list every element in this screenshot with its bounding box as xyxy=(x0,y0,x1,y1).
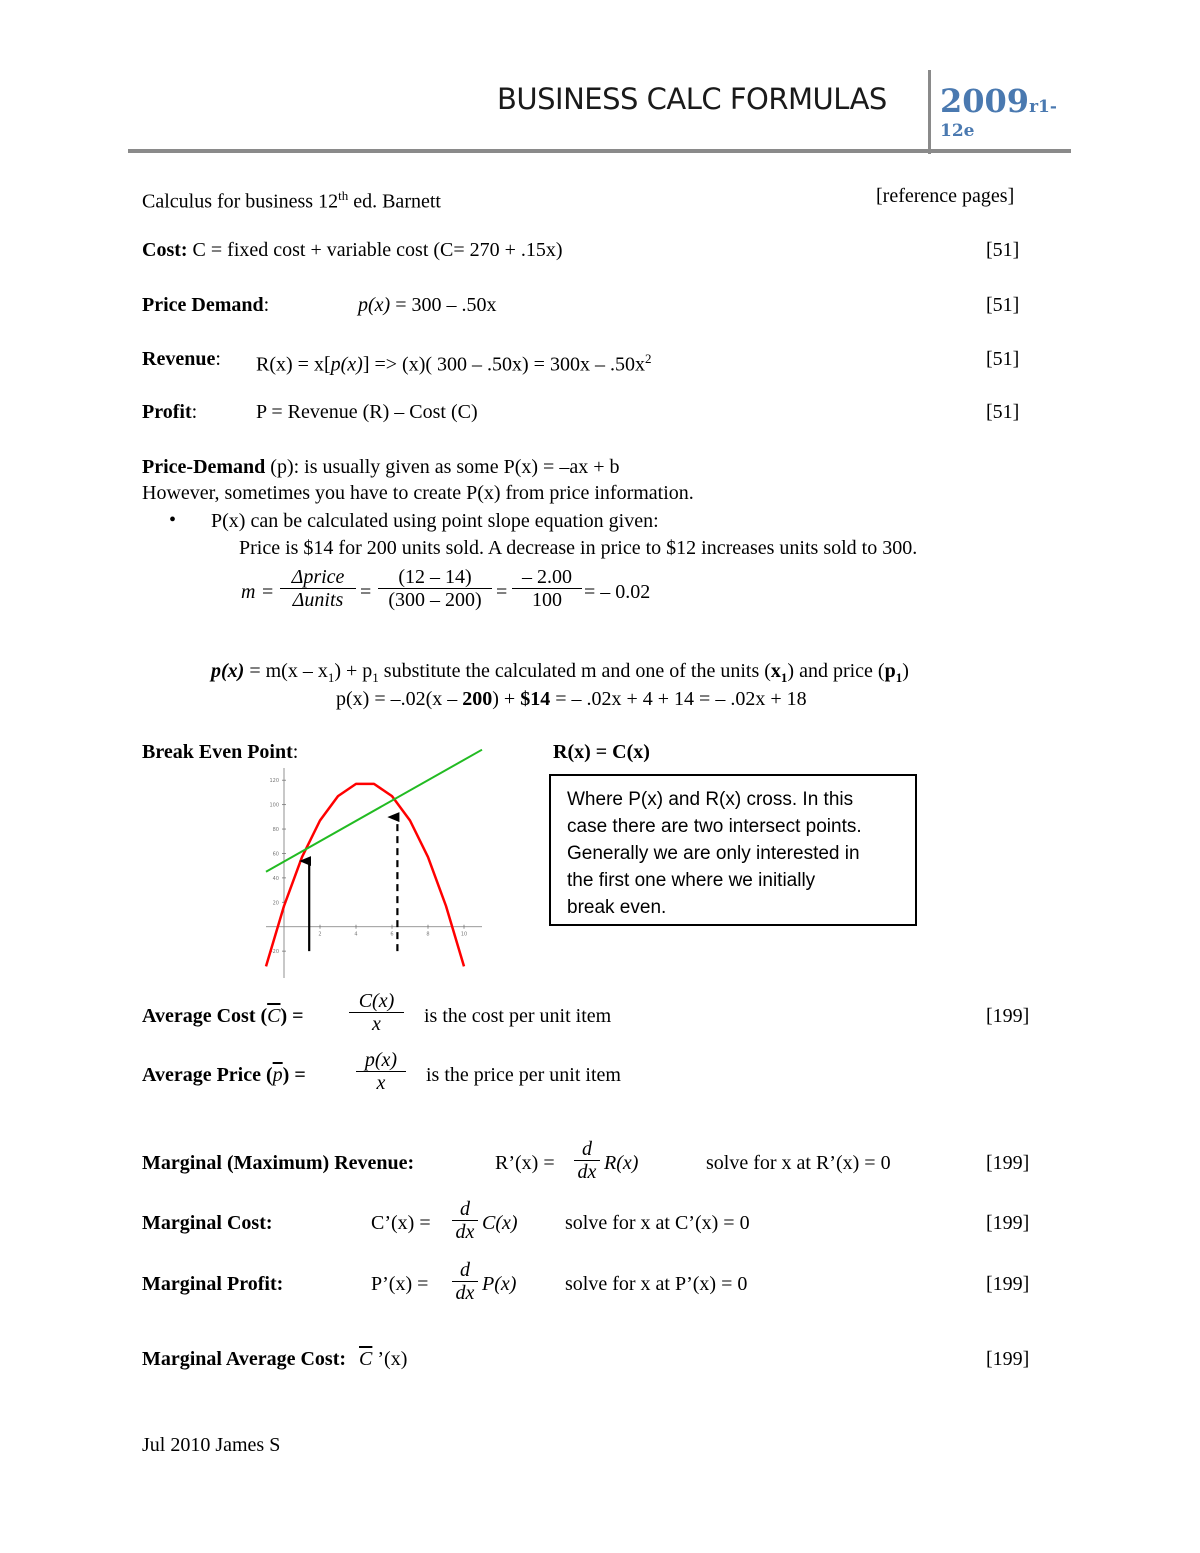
chart-y-tick-label: 20 xyxy=(272,900,279,907)
cost-formula: C = fixed cost + variable cost (C= 270 + .15x) xyxy=(192,239,563,261)
header-rule xyxy=(128,149,1071,153)
marginal-profit-lhs: P’(x) = xyxy=(371,1273,429,1295)
break-even-colon: : xyxy=(292,741,299,763)
slope-eq3: = xyxy=(496,581,508,603)
chart-y-tick-label: 80 xyxy=(272,827,279,834)
avg-price-den: x xyxy=(356,1071,406,1094)
header-year xyxy=(940,82,1057,120)
mr-den: dx xyxy=(574,1160,600,1183)
slope-fraction-3 xyxy=(512,566,582,611)
point-slope-d: ) and price ( xyxy=(787,660,885,682)
note-line-2: case there are two intersect points. xyxy=(567,816,862,837)
revenue-line xyxy=(142,347,221,371)
marginal-cost-ref: [199] xyxy=(986,1212,1030,1234)
point-slope-a: = m(x – x xyxy=(244,660,328,682)
marginal-revenue-lhs: R’(x) = xyxy=(495,1152,555,1174)
revenue-fx: p(x) xyxy=(330,353,363,376)
price-demand-ref: [51] xyxy=(986,294,1020,316)
book-reference xyxy=(142,184,441,214)
chart-cost-line xyxy=(266,750,482,872)
slope-fraction-2 xyxy=(378,566,492,611)
pd-bullet-dot: • xyxy=(169,509,177,531)
avg-price-label-b: ) = xyxy=(282,1064,306,1086)
book-author: ed. Barnett xyxy=(348,190,441,213)
slope-f3-num: – 2.00 xyxy=(522,566,572,588)
price-demand-formula xyxy=(358,293,496,317)
avg-cost-symbol: $\overline{C}$ xyxy=(267,1005,281,1027)
avg-cost-ref: [199] xyxy=(986,1005,1030,1027)
avg-cost-label-b: ) = xyxy=(280,1005,304,1027)
slope-f3-den: 100 xyxy=(512,588,582,611)
chart-x-tick-label: 6 xyxy=(390,931,394,938)
chart-y-tick-label: 120 xyxy=(269,778,279,785)
revenue-a: R(x) = x[ xyxy=(256,353,331,376)
revenue-sup: 2 xyxy=(644,351,652,366)
cost-label: Cost: xyxy=(142,239,188,261)
point-slope-fx: p(x) xyxy=(211,660,245,682)
chart-y-tick-label: 100 xyxy=(269,802,279,809)
break-even-chart xyxy=(266,768,482,978)
price-demand-expr: = 300 – .50x xyxy=(390,294,497,316)
profit-colon: : xyxy=(191,401,198,423)
mp-den: dx xyxy=(452,1281,478,1304)
marginal-avg-cost-ref: [199] xyxy=(986,1348,1030,1370)
avg-price-label-a: Average Price ( xyxy=(142,1064,273,1086)
profit-ref: [51] xyxy=(986,401,1020,423)
profit-label: Profit xyxy=(142,401,192,423)
marginal-revenue-ref: [199] xyxy=(986,1152,1030,1174)
avg-price-symbol: $\overline{p}$ xyxy=(272,1064,283,1086)
mr-num: d xyxy=(582,1138,592,1160)
point-slope-p1sub: 1 xyxy=(895,670,903,685)
pd-heading-line xyxy=(142,455,619,479)
point-slope-sub2: 1 xyxy=(372,670,379,685)
chart-revenue-curve xyxy=(266,784,464,967)
slope-f2-den: (300 – 200) xyxy=(378,588,492,611)
cost-ref: [51] xyxy=(986,239,1020,261)
avg-price-text: is the price per unit item xyxy=(426,1064,621,1086)
avg-cost-label-a: Average Cost ( xyxy=(142,1005,268,1027)
chart-x-tick-label: 8 xyxy=(426,931,430,938)
slope-f1-den: Δunits xyxy=(280,588,356,611)
break-even-formula: R(x) = C(x) xyxy=(553,741,650,763)
revenue-formula xyxy=(256,347,651,377)
slope-result: = – 0.02 xyxy=(584,581,651,603)
marginal-cost-fn: C(x) xyxy=(482,1212,518,1234)
price-demand-fx: p(x) xyxy=(358,294,391,316)
price-demand-line xyxy=(142,293,269,317)
avg-price-num: p(x) xyxy=(364,1049,398,1071)
ps2-c: ) + xyxy=(492,688,521,710)
chart-y-tick-label: 60 xyxy=(272,851,279,858)
price-demand-colon: : xyxy=(263,294,270,316)
avg-price-fraction xyxy=(356,1049,406,1094)
point-slope-b: ) + p xyxy=(334,660,373,682)
marginal-revenue-fn: R(x) xyxy=(604,1152,639,1174)
slope-f1-num: Δprice xyxy=(291,566,345,588)
chart-y-tick-label: -20 xyxy=(270,949,279,956)
reference-pages-label: [reference pages] xyxy=(876,185,1015,207)
avg-cost-den: x xyxy=(349,1012,404,1035)
point-slope-x1sub: 1 xyxy=(780,670,788,685)
marginal-cost-solve: solve for x at C’(x) = 0 xyxy=(565,1212,750,1234)
slope-eq1: = xyxy=(262,581,274,603)
marginal-profit-label: Marginal Profit: xyxy=(142,1273,284,1295)
marginal-avg-cost-symbol: $\overline{C}$ xyxy=(359,1348,373,1370)
break-even-heading xyxy=(142,740,298,764)
ps2-d: $14 xyxy=(520,688,551,710)
revenue-colon: : xyxy=(215,348,221,370)
point-slope-x1: x xyxy=(770,660,781,682)
marginal-avg-cost-label: Marginal Average Cost: xyxy=(142,1348,347,1370)
year-text: 2009 xyxy=(940,82,1030,120)
chart-x-tick-label: 4 xyxy=(354,931,358,938)
slope-fraction-1 xyxy=(280,566,356,611)
revenue-label: Revenue xyxy=(142,348,216,370)
price-demand-label: Price Demand xyxy=(142,294,264,316)
mc-num: d xyxy=(460,1198,470,1220)
slope-m: m xyxy=(241,581,256,603)
pd-heading-text: (p): is usually given as some P(x) = –ax + b xyxy=(265,456,620,478)
marginal-cost-deriv xyxy=(452,1198,478,1243)
avg-cost-num: C(x) xyxy=(358,990,395,1012)
slope-eq2: = xyxy=(360,581,372,603)
marginal-revenue-solve: solve for x at R’(x) = 0 xyxy=(706,1152,891,1174)
avg-cost-text: is the cost per unit item xyxy=(424,1005,612,1027)
marginal-profit-fn: P(x) xyxy=(482,1273,517,1295)
pd-line2: However, sometimes you have to create P(x) from price information. xyxy=(142,482,694,504)
marginal-avg-cost-line xyxy=(142,1347,407,1371)
marginal-cost-label: Marginal Cost: xyxy=(142,1212,273,1234)
point-slope-line xyxy=(211,659,909,690)
note-line-1: Where P(x) and R(x) cross. In this xyxy=(567,789,854,810)
avg-price-label xyxy=(142,1063,306,1087)
break-even-label: Break Even Point xyxy=(142,741,293,763)
point-slope-c: substitute the calculated m and one of the units ( xyxy=(378,660,771,682)
revision-text: r1- xyxy=(1029,97,1057,117)
slope-f2-num: (12 – 14) xyxy=(398,566,472,588)
pd-heading-label: Price-Demand xyxy=(142,456,266,478)
avg-cost-label xyxy=(142,1004,304,1028)
ps2-b: 200 xyxy=(462,688,493,710)
marginal-profit-solve: solve for x at P’(x) = 0 xyxy=(565,1273,748,1295)
profit-line xyxy=(142,400,197,424)
header-edition: 12e xyxy=(940,121,975,141)
book-title: Calculus for business 12 xyxy=(142,190,339,213)
profit-formula: P = Revenue (R) – Cost (C) xyxy=(256,401,478,423)
marginal-profit-ref: [199] xyxy=(986,1273,1030,1295)
mp-num: d xyxy=(460,1259,470,1281)
cost-line xyxy=(142,238,563,262)
chart-x-tick-label: 10 xyxy=(460,931,468,938)
point-slope-sub1: 1 xyxy=(327,670,335,685)
revenue-ref: [51] xyxy=(986,348,1020,370)
pd-bullet-text: P(x) can be calculated using point slope equation given: xyxy=(211,510,659,532)
chart-x-tick-label: 2 xyxy=(318,931,322,938)
revenue-b: ] => (x)( 300 – .50x) = 300x – .50x xyxy=(362,353,645,376)
point-slope-e: ) xyxy=(902,660,909,682)
marginal-revenue-deriv xyxy=(574,1138,600,1183)
mc-den: dx xyxy=(452,1220,478,1243)
avg-cost-fraction xyxy=(349,990,404,1035)
note-line-5: break even. xyxy=(567,897,667,918)
header-divider-vertical xyxy=(928,70,931,154)
page-title: BUSINESS CALC FORMULAS xyxy=(497,82,887,116)
chart-y-tick-label: 40 xyxy=(272,875,279,882)
ps2-e: = – .02x + 4 + 14 = – .02x + 18 xyxy=(550,688,807,710)
marginal-profit-deriv xyxy=(452,1259,478,1304)
note-line-3: Generally we are only interested in xyxy=(567,843,860,864)
marginal-revenue-label: Marginal (Maximum) Revenue: xyxy=(142,1152,415,1174)
pd-example: Price is $14 for 200 units sold. A decrease in price to $12 increases units sold to 300. xyxy=(239,537,918,559)
marginal-cost-lhs: C’(x) = xyxy=(371,1212,431,1234)
marginal-avg-cost-rest: ’(x) xyxy=(372,1348,408,1370)
point-slope-p1: p xyxy=(884,660,896,682)
ps2-a: p(x) = –.02(x – xyxy=(336,688,463,710)
book-sup: th xyxy=(338,188,349,203)
point-slope-line2 xyxy=(336,687,807,711)
footer-author: Jul 2010 James S xyxy=(142,1434,281,1456)
break-even-note-box xyxy=(549,774,917,926)
note-line-4: the first one where we initially xyxy=(567,870,816,891)
